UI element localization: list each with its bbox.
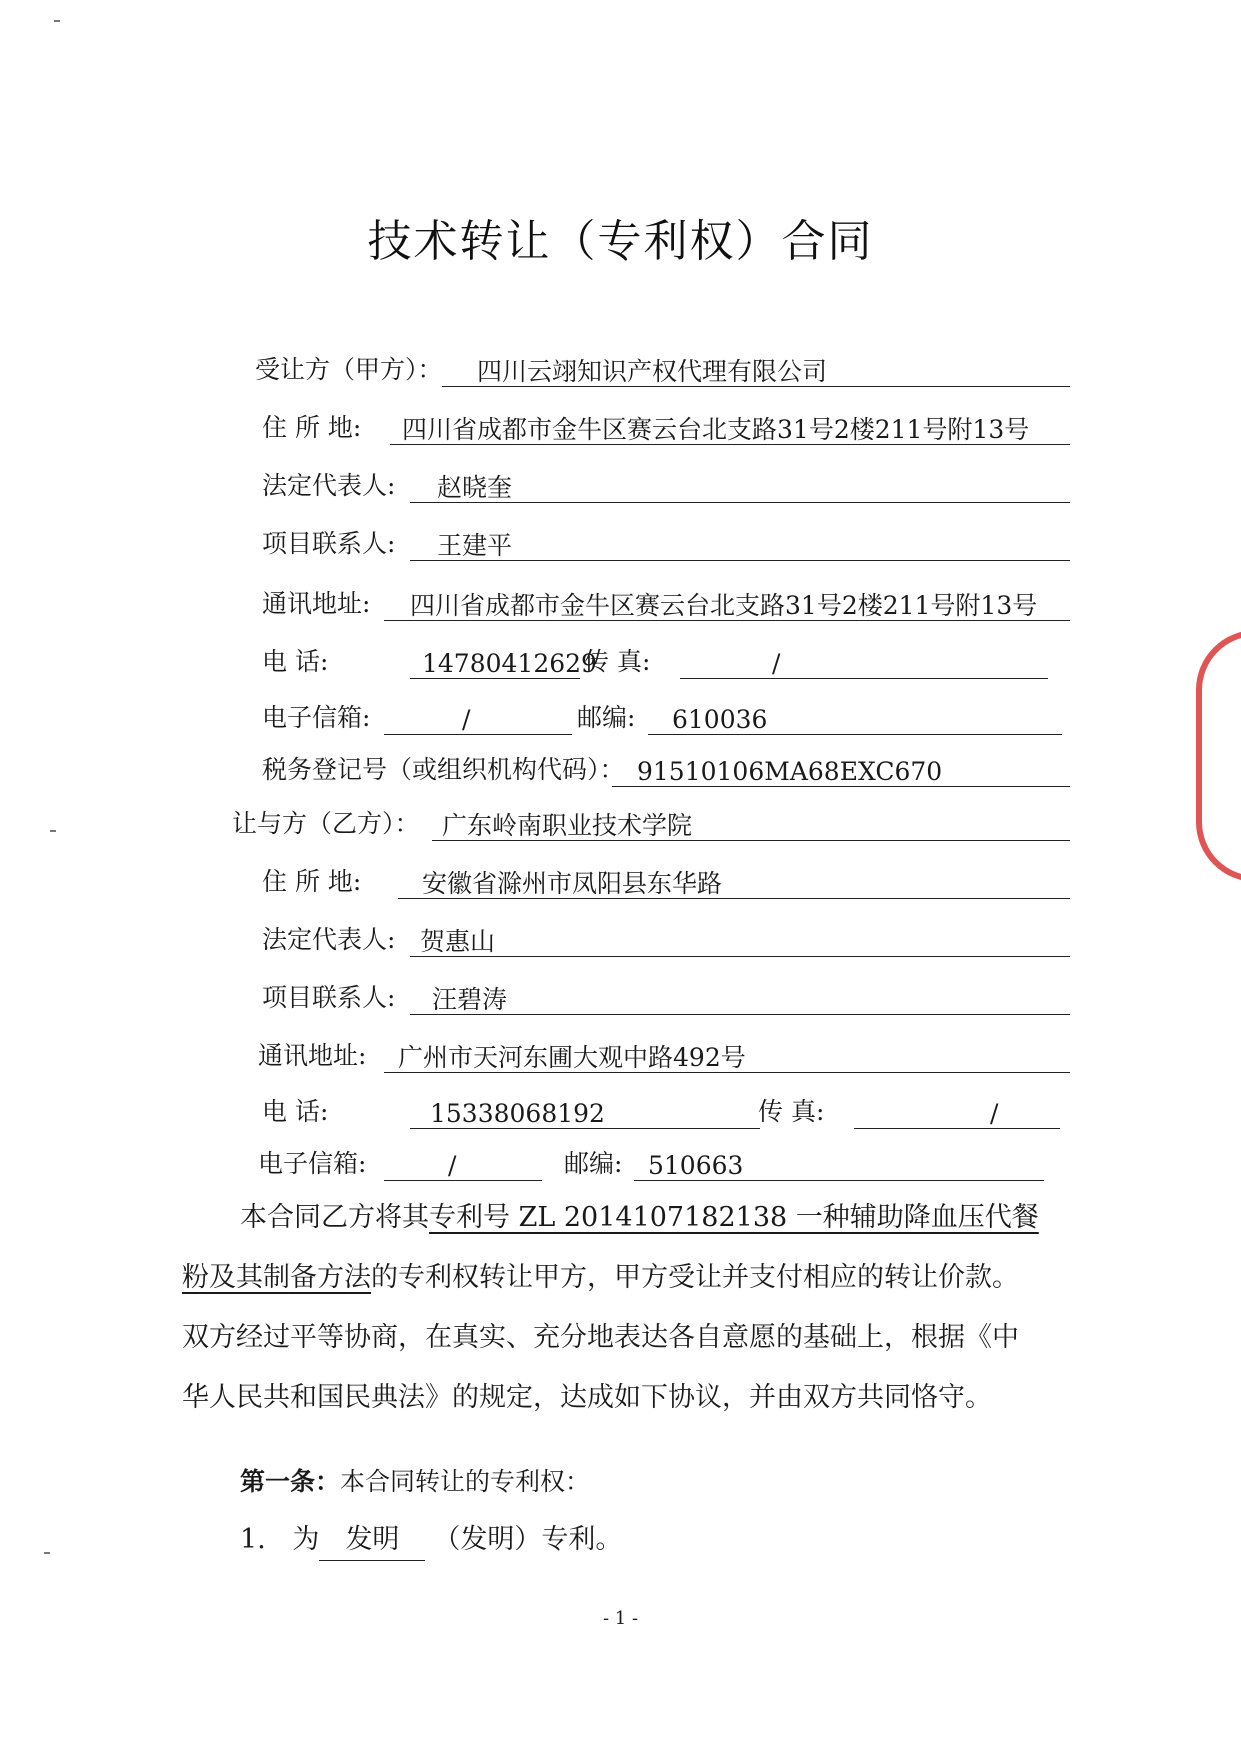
party-b-phone-row bbox=[262, 1092, 1070, 1132]
underline bbox=[384, 1180, 542, 1181]
document-title: 技术转让（专利权）合同 bbox=[367, 216, 874, 267]
party-a-mail-row bbox=[262, 584, 1070, 624]
party-b-email: / bbox=[448, 1151, 457, 1180]
party-a-fax: / bbox=[772, 649, 781, 678]
underline bbox=[384, 734, 572, 735]
contact-label: 项目联系人: bbox=[262, 529, 396, 558]
phone-label: 电 话: bbox=[262, 1097, 329, 1126]
rep-label: 法定代表人: bbox=[262, 925, 396, 954]
fax-label: 传 真: bbox=[584, 647, 651, 676]
party-b-mail: 广州市天河东圃大观中路492号 bbox=[398, 1043, 746, 1072]
patent-number: 专利号 ZL 2014107182138 一种辅助降血压代餐 bbox=[429, 1202, 1039, 1233]
scan-speck bbox=[44, 1552, 50, 1554]
page-number: - 1 - bbox=[602, 1608, 639, 1629]
party-a-tax: 91510106MA68EXC670 bbox=[637, 757, 943, 786]
zip-label: 邮编: bbox=[564, 1149, 623, 1178]
article-1-heading: 第一条： bbox=[240, 1467, 341, 1496]
party-a-name-row bbox=[255, 350, 1070, 390]
party-b-contact-row bbox=[262, 978, 1070, 1018]
underline bbox=[410, 1014, 1070, 1015]
party-a-address: 四川省成都市金牛区赛云台北支路31号2楼211号附13号 bbox=[402, 415, 1030, 444]
party-b-name-row bbox=[232, 804, 1070, 844]
underline bbox=[410, 956, 1070, 957]
party-b-name: 广东岭南职业技术学院 bbox=[442, 811, 693, 840]
party-a-rep: 赵晓奎 bbox=[437, 473, 513, 502]
party-b-label: 让与方（乙方）： bbox=[232, 809, 420, 838]
scan-speck bbox=[50, 830, 56, 832]
body-line-1-text: 本合同乙方将其 bbox=[240, 1202, 429, 1233]
item-1-suffix: （发明）专利。 bbox=[433, 1524, 623, 1555]
body-line-2 bbox=[182, 1248, 1062, 1308]
fax-label: 传 真: bbox=[758, 1097, 825, 1126]
tax-label: 税务登记号（或组织机构代码）： bbox=[262, 755, 625, 784]
party-b-rep: 贺惠山 bbox=[420, 927, 496, 956]
party-a-email-row bbox=[262, 698, 1070, 738]
address-label: 住 所 地: bbox=[262, 413, 362, 442]
mail-label: 通讯地址: bbox=[262, 589, 371, 618]
body-line-1 bbox=[182, 1188, 1062, 1248]
red-seal-icon bbox=[1196, 630, 1241, 882]
body-line-2-text: 的专利权转让甲方，甲方受让并支付相应的转让价款。 bbox=[371, 1262, 1019, 1293]
party-a-address-row bbox=[262, 408, 1070, 448]
party-b-rep-row bbox=[262, 920, 1070, 960]
party-a-contact: 王建平 bbox=[437, 531, 513, 560]
party-b-mail-row bbox=[258, 1036, 1070, 1076]
article-1 bbox=[240, 1462, 590, 1502]
party-b-contact: 汪碧涛 bbox=[432, 985, 508, 1014]
party-a-contact-row bbox=[262, 524, 1070, 564]
zip-label: 邮编: bbox=[577, 703, 636, 732]
address-label: 住 所 地: bbox=[262, 867, 362, 896]
patent-title-end: 粉及其制备方法 bbox=[182, 1262, 371, 1293]
contact-label: 项目联系人: bbox=[262, 983, 396, 1012]
party-b-zip: 510663 bbox=[648, 1151, 744, 1180]
party-a-mail: 四川省成都市金牛区赛云台北支路31号2楼211号附13号 bbox=[410, 591, 1038, 620]
email-label: 电子信箱: bbox=[258, 1149, 367, 1178]
item-1 bbox=[240, 1520, 622, 1561]
party-b-email-row bbox=[258, 1144, 1070, 1184]
mail-label: 通讯地址: bbox=[258, 1041, 367, 1070]
party-a-phone: 14780412629 bbox=[422, 649, 597, 678]
party-a-tax-row bbox=[262, 750, 1070, 790]
rep-label: 法定代表人: bbox=[262, 471, 396, 500]
phone-label: 电 话: bbox=[262, 647, 329, 676]
party-a-email: / bbox=[462, 705, 471, 734]
party-b-phone: 15338068192 bbox=[430, 1099, 605, 1128]
party-a-zip: 610036 bbox=[672, 705, 768, 734]
item-1-patent-type: 发明 bbox=[319, 1520, 425, 1561]
party-a-phone-row bbox=[262, 642, 1070, 682]
party-b-fax: / bbox=[990, 1099, 999, 1128]
body-line-3: 双方经过平等协商，在真实、充分地表达各自意愿的基础上，根据《中 bbox=[182, 1322, 1019, 1353]
body-line-4: 华人民共和国民典法》的规定，达成如下协议，并由双方共同恪守。 bbox=[182, 1382, 992, 1413]
underline bbox=[680, 678, 1048, 679]
party-a-name: 四川云翊知识产权代理有限公司 bbox=[477, 357, 828, 386]
scan-speck bbox=[54, 20, 60, 22]
party-b-address: 安徽省滁州市凤阳县东华路 bbox=[422, 869, 723, 898]
party-a-label: 受让方（甲方）： bbox=[255, 355, 443, 384]
item-1-number: 1. bbox=[240, 1524, 266, 1555]
item-1-prefix: 为 bbox=[292, 1524, 320, 1555]
contract-body bbox=[182, 1188, 1062, 1428]
article-1-text: 本合同转让的专利权： bbox=[340, 1467, 591, 1496]
email-label: 电子信箱: bbox=[262, 703, 371, 732]
party-b-address-row bbox=[262, 862, 1070, 902]
underline bbox=[854, 1128, 1060, 1129]
party-a-rep-row bbox=[262, 466, 1070, 506]
